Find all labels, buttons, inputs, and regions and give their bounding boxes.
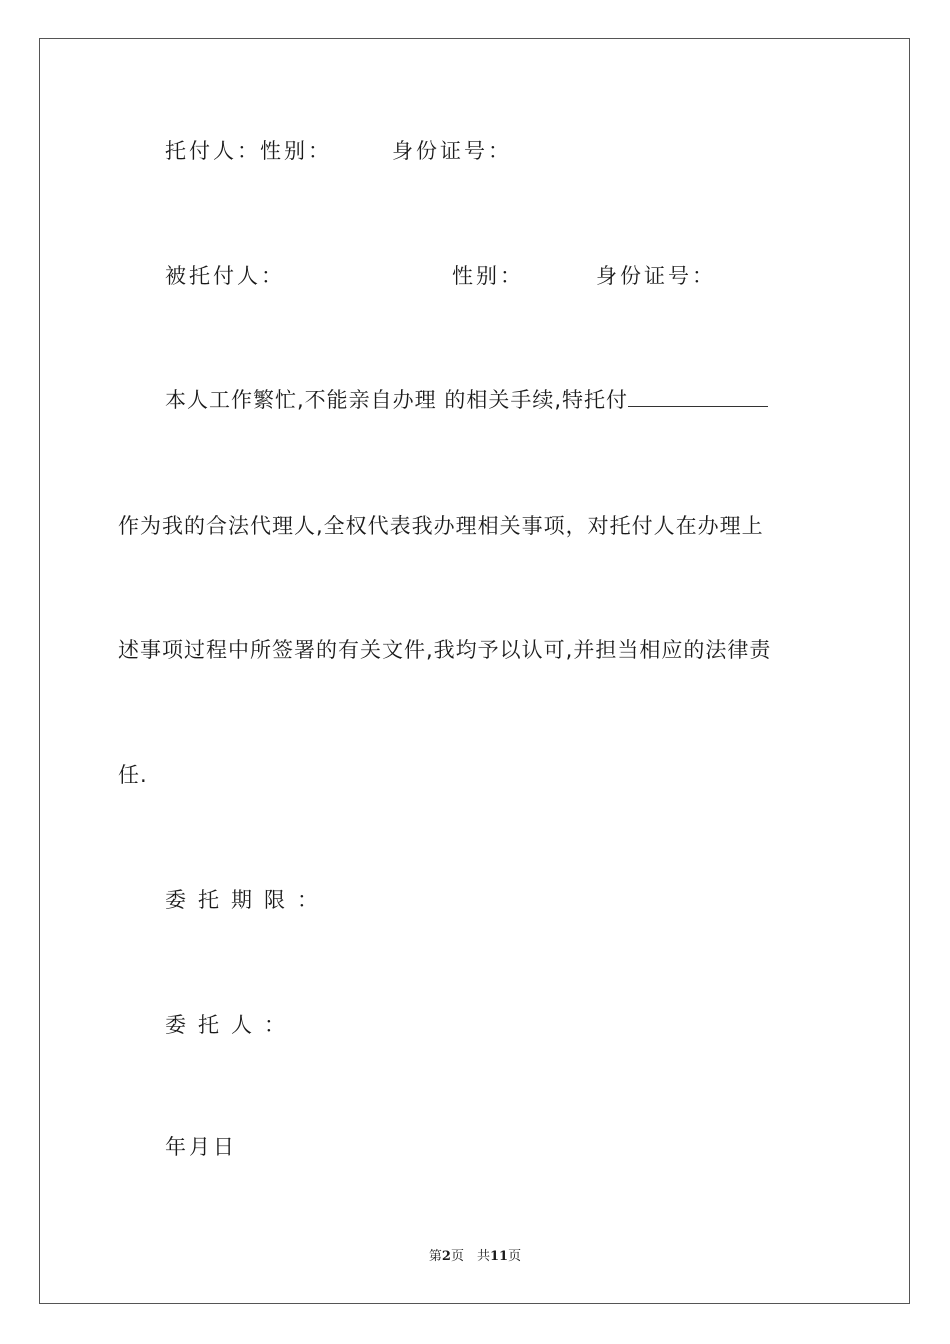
entrustee-id-label: 身份证号： [596,264,716,288]
page-frame [39,38,910,1304]
body-line-3: 述事项过程中所签署的有关文件,我均予以认可,并担当相应的法律责 [118,638,772,662]
body-line-4: 任. [118,763,148,787]
page-footer [0,1248,950,1266]
body-line-1 [165,386,768,414]
date-label: 年月日 [165,1135,237,1159]
entruster-gender-label: 性别： [260,139,332,163]
entruster-sign-label: 委托人： [165,1013,297,1037]
body-line-2: 作为我的合法代理人,全权代表我办理相关事项，对托付人在办理上 [118,514,764,538]
entruster-id-label: 身份证号： [392,139,512,163]
footer-page-suffix: 页 [508,1249,522,1264]
term-label: 委托期限： [165,888,330,912]
footer-current-page: 2 [441,1249,451,1264]
entrustee-label: 被托付人： [165,264,285,288]
entruster-label: 托付人： [165,139,261,163]
body-line-1-text: 本人工作繁忙,不能亲自办理 的相关手续,特托付 [165,388,629,412]
footer-page-prefix: 第 [428,1249,442,1264]
entrustee-gender-label: 性别： [452,264,524,288]
footer-page-mid: 页 共 [450,1249,490,1264]
footer-total-pages: 11 [489,1249,509,1264]
agent-name-blank [628,386,768,407]
